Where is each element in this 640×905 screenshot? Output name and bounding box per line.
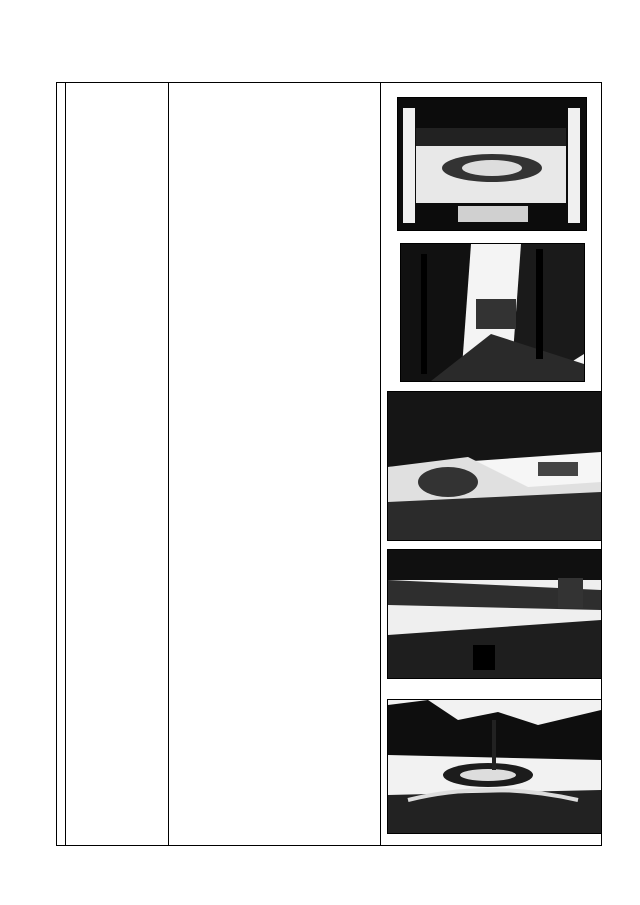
table-column-divider bbox=[168, 83, 169, 845]
document-table bbox=[56, 82, 602, 846]
garden-photo-3 bbox=[387, 391, 602, 541]
table-column-divider bbox=[65, 83, 66, 845]
garden-photo-2 bbox=[400, 243, 585, 382]
garden-photo-1 bbox=[397, 97, 587, 231]
garden-photo-4 bbox=[387, 549, 602, 679]
table-column-divider bbox=[380, 83, 381, 845]
garden-photo-5 bbox=[387, 699, 602, 834]
